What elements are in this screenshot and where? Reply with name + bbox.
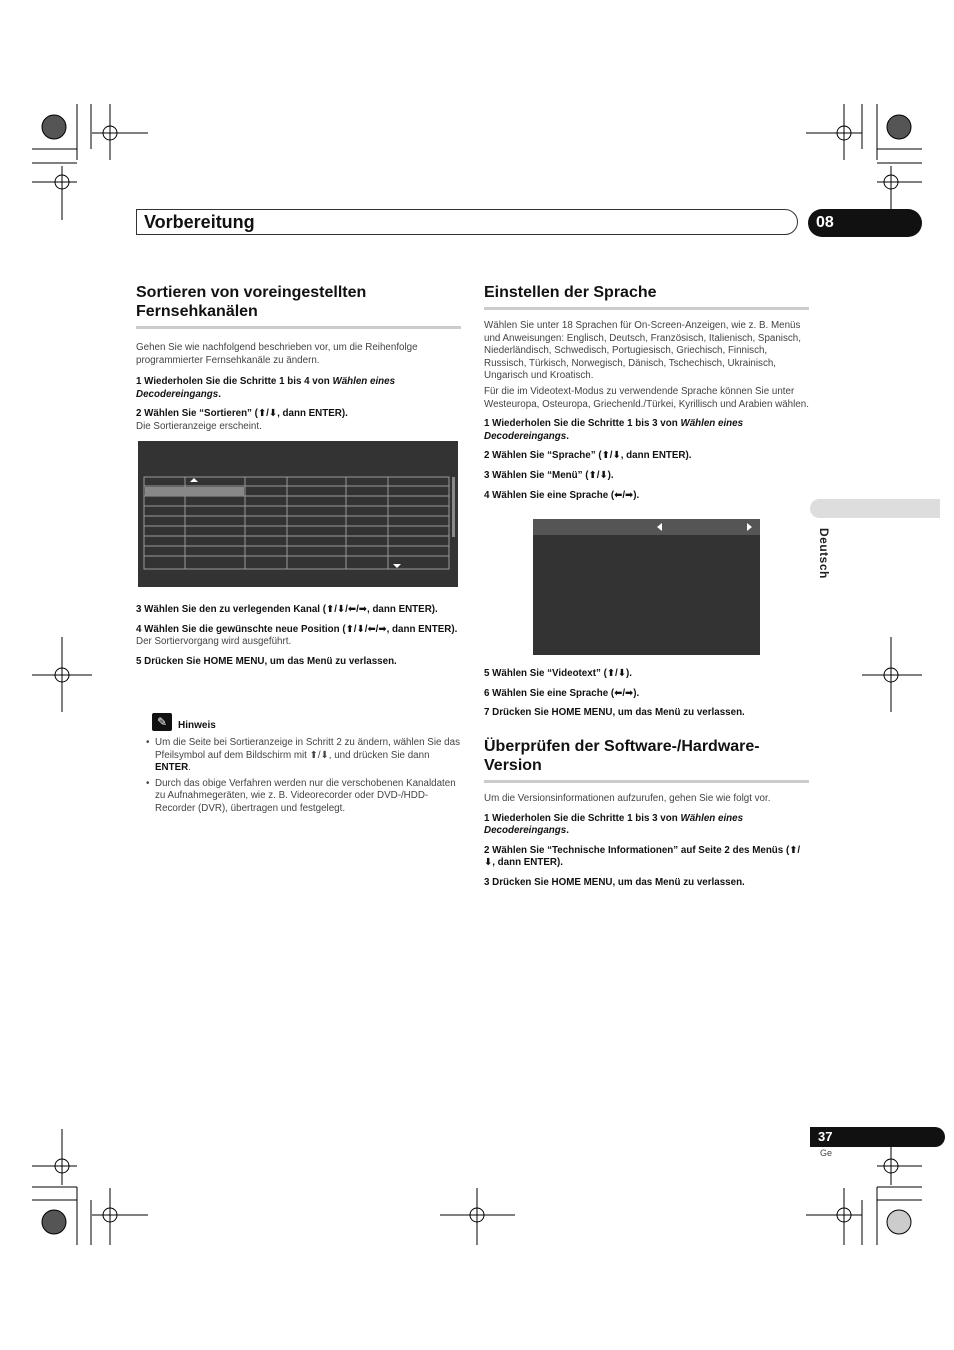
section-title-line2: Fernsehkanälen <box>136 303 258 320</box>
step-3: 3 Drücken Sie HOME MENU, um das Menü zu verlassen. <box>484 876 745 888</box>
chapter-title: Vorbereitung <box>144 212 255 232</box>
paragraph-videotext: Für die im Videotext-Modus zu verwendende Sprache können Sie unter Westeuropa, Osteuropa, Griechenld./Türkei, Kyrillisch und Arabien wählen. <box>484 385 809 410</box>
section-title: Einstellen der Sprache <box>484 284 657 301</box>
step-7: 7 Drücken Sie HOME MENU, um das Menü zu verlassen. <box>484 707 745 719</box>
section-sortieren <box>136 283 461 434</box>
note-1-text: Um die Seite bei Sortieranzeige in Schritt 2 zu ändern, wählen Sie das Pfeilsymbol auf dem Bildschirm mit ⬆/⬇, und drücken Sie dann <box>155 737 460 761</box>
note-1-end: . <box>188 762 191 774</box>
step-1 <box>136 376 461 401</box>
note-title: Hinweis <box>178 719 216 731</box>
section-rule <box>484 307 809 310</box>
language-tab <box>810 499 940 518</box>
chapter-number: 08 <box>808 209 922 237</box>
step-1-text: 1 Wiederholen Sie die Schritte 1 bis 4 von <box>136 376 333 388</box>
section-sprache-steps <box>484 668 809 720</box>
step-4: 4 Wählen Sie die gewünschte neue Position (⬆/⬇/⬅/➡, dann ENTER). <box>136 623 458 635</box>
language-screen-illustration <box>533 519 760 655</box>
intro-text: Um die Versionsinformationen aufzurufen, gehen Sie wie folgt vor. <box>484 793 771 804</box>
section-rule <box>484 780 809 783</box>
step-1-text: 1 Wiederholen Sie die Schritte 1 bis 3 von <box>484 812 681 824</box>
note-list <box>146 737 462 816</box>
sort-screen-illustration <box>138 441 458 587</box>
section-title <box>136 283 461 321</box>
intro-text: Gehen Sie wie nachfolgend beschrieben vor, um die Reihenfolge programmierter Fernsehkanäle zu ändern. <box>136 342 418 366</box>
section-version <box>484 737 809 890</box>
step-1-end: . <box>566 825 569 837</box>
step-1-reference: Wählen eines Decodereingangs <box>136 376 396 400</box>
step-1-end: . <box>218 388 221 400</box>
language-screen-graphic <box>533 519 760 655</box>
step-1-end: . <box>566 430 569 442</box>
sort-grid-graphic <box>138 441 458 587</box>
section-sprache <box>484 283 809 502</box>
step-2: 2 Wählen Sie “Sortieren” (⬆/⬇, dann ENTER). <box>136 408 348 420</box>
language-tab-label: Deutsch <box>817 528 831 579</box>
section-title-line1: Sortieren von voreingestellten <box>136 284 367 301</box>
section-title-line1: Überprüfen der Software-/Hardware- <box>484 738 760 755</box>
step-1 <box>484 813 809 838</box>
step-6: 6 Wählen Sie eine Sprache (⬅/➡). <box>484 687 640 699</box>
paragraph-languages: Wählen Sie unter 18 Sprachen für On-Screen-Anzeigen, wie z. B. Menüs und Anweisungen: Englisch, Deutsch, Französisch, Italienisch, Spanisch, Niederländisch, Schwedisch, Portugiesisch, Griechisch, Finnisch, Russisch, Türkisch, Norwegisch, Dänisch, Tschechisch, Ukrainisch, Ungarisch und Kroatisch. <box>484 320 801 382</box>
step-1-reference: Wählen eines Decodereingangs <box>484 812 744 837</box>
step-1-text: 1 Wiederholen Sie die Schritte 1 bis 3 von <box>484 418 681 430</box>
step-1-reference: Wählen eines Decodereingangs <box>484 418 744 442</box>
step-5: 5 Wählen Sie “Videotext” (⬆/⬇). <box>484 668 632 679</box>
step-4: 4 Wählen Sie eine Sprache (⬅/➡). <box>484 489 640 501</box>
step-2: 2 Wählen Sie “Sprache” (⬆/⬇, dann ENTER). <box>484 450 692 462</box>
pencil-icon: ✎ <box>152 713 172 731</box>
note-header <box>152 713 462 731</box>
page-number: 37 <box>810 1127 945 1147</box>
page-language-code: Ge <box>820 1148 833 1158</box>
note-1-bold: ENTER <box>155 762 189 774</box>
section-rule <box>136 326 461 329</box>
step-4-result: Der Sortiervorgang wird ausgeführt. <box>136 636 292 648</box>
section-title <box>484 737 809 775</box>
step-5: 5 Drücken Sie HOME MENU, um das Menü zu verlassen. <box>136 655 397 667</box>
note-item <box>146 737 462 775</box>
section-title-line2: Version <box>484 757 542 774</box>
step-3: 3 Wählen Sie “Menü” (⬆/⬇). <box>484 469 614 481</box>
up-arrow-icon <box>190 478 198 482</box>
down-arrow-icon <box>393 564 401 568</box>
step-1 <box>484 418 809 443</box>
note-box <box>152 713 462 819</box>
step-2-result: Die Sortieranzeige erscheint. <box>136 420 262 432</box>
section-sortieren-steps <box>136 604 461 668</box>
note-item: • Durch das obige Verfahren werden nur die verschobenen Kanaldaten zu Aufnahmegeräten, wie z. B. Videorecorder oder DVD-/HDD-Recorder (DVR), übertragen und festgelegt. <box>146 778 462 816</box>
step-3: 3 Wählen Sie den zu verlegenden Kanal (⬆/⬇/⬅/➡, dann ENTER). <box>136 604 438 615</box>
step-2: 2 Wählen Sie “Technische Informationen” auf Seite 2 des Menüs (⬆/⬇, dann ENTER). <box>484 844 801 869</box>
